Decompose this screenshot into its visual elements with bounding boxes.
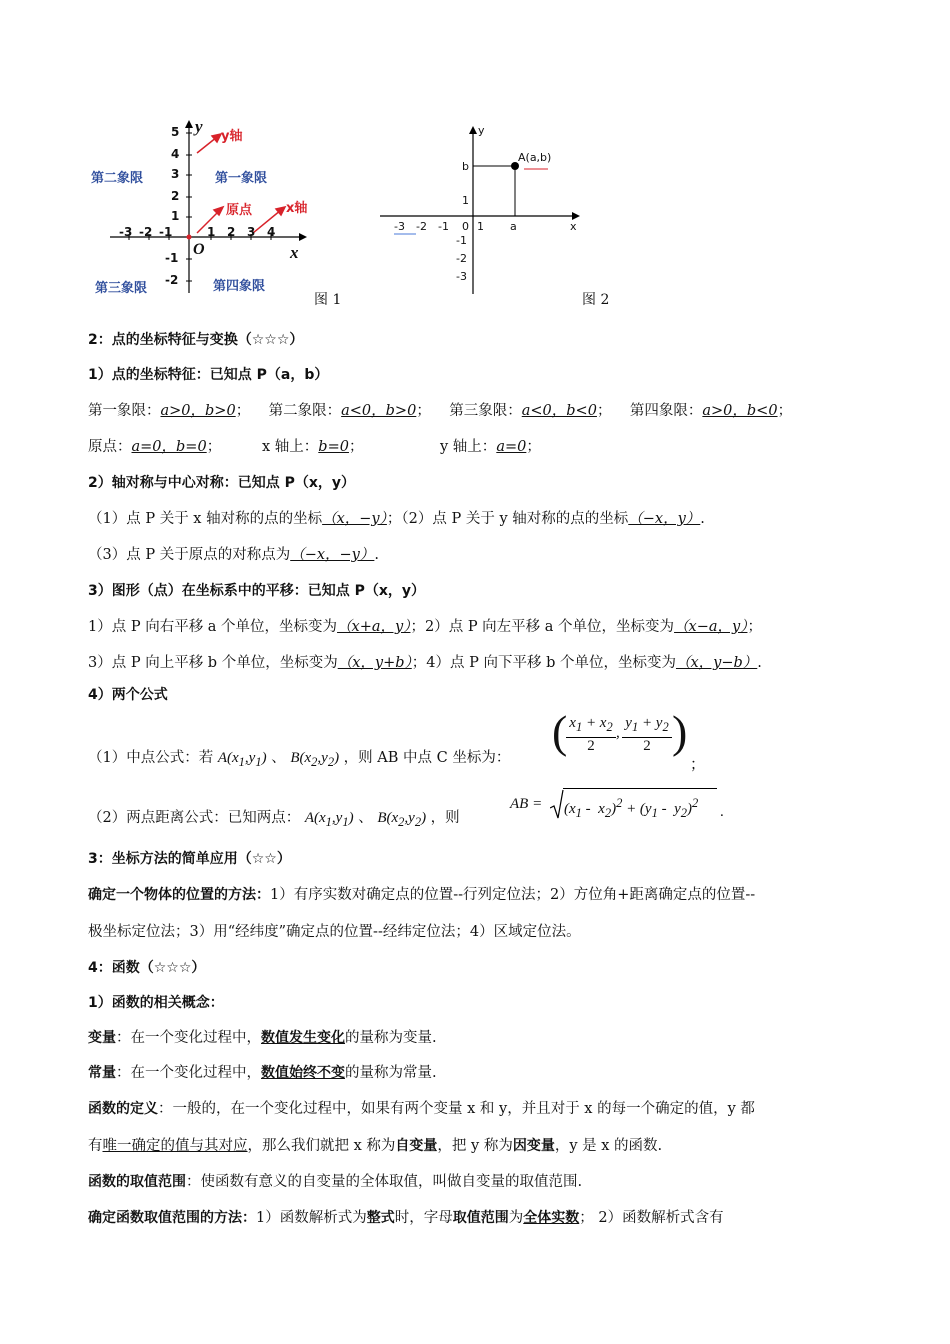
y-tick: -2 xyxy=(165,273,179,287)
q3-label: 第三象限： xyxy=(449,403,522,419)
figure-1 xyxy=(85,115,335,305)
section-2-4-title: 4）两个公式 xyxy=(88,687,168,703)
section-2-1-title: 1）点的坐标特征：已知点 P（a，b） xyxy=(88,367,329,383)
x-tick: -1 xyxy=(159,225,173,239)
section-3-para-1 xyxy=(88,885,755,905)
constant-text: ：在一个变化过程中， xyxy=(116,1065,261,1081)
quadrant-3-label: 第三象限 xyxy=(95,281,148,296)
translation-up-value: （x，y+b） xyxy=(337,655,412,671)
constant-key: 数值始终不变 xyxy=(261,1065,345,1081)
origin-arrow-label: 原点 xyxy=(226,203,253,218)
section-3-lead: 确定一个物体的位置的方法： xyxy=(88,887,270,903)
midpoint-text: （1）中点公式：若 xyxy=(88,750,214,766)
function-definition-1 xyxy=(88,1099,755,1119)
x-letter: x xyxy=(290,243,299,262)
y-axis-arrow-label: y轴 xyxy=(221,129,243,144)
symmetry-row-2: （3）点 P 关于原点的对称点为（−x，−y）. xyxy=(88,547,379,563)
constant-lead: 常量 xyxy=(88,1065,116,1081)
y-axis-label: y xyxy=(478,124,485,137)
q4-label: 第四象限： xyxy=(629,403,703,419)
one-x-tick-label: 1 xyxy=(477,220,484,233)
origin-label: 原点： xyxy=(88,439,132,455)
b-tick-label: b xyxy=(462,160,469,173)
function-def-lead: 函数的定义 xyxy=(88,1101,158,1117)
variable-lead: 变量 xyxy=(88,1030,116,1046)
variable-text: ：在一个变化过程中， xyxy=(116,1030,261,1046)
q2-value: a<0，b>0 xyxy=(341,403,417,419)
translation-up-text: 3）点 P 向上平移 b 个单位，坐标变为 xyxy=(88,655,338,671)
a-tick-label: a xyxy=(510,220,517,233)
domain-method xyxy=(88,1208,724,1228)
method-b: 时，字母 xyxy=(394,1210,453,1226)
dependent-variable: 因变量 xyxy=(512,1138,555,1154)
translation-down-value: （x，y−b） xyxy=(675,655,758,671)
independent-variable: 自变量 xyxy=(395,1138,438,1154)
q1-label: 第一象限： xyxy=(88,403,161,419)
constant-definition xyxy=(88,1063,437,1083)
translation-right-value: （x+a，y） xyxy=(337,619,411,635)
figure-2 xyxy=(380,122,590,302)
section-4-1-title: 1）函数的相关概念： xyxy=(88,995,224,1011)
method-d: ； 2）函数解析式含有 xyxy=(579,1210,724,1226)
x-neg-tick: -2 xyxy=(416,220,427,233)
zero-label: 0 xyxy=(462,220,469,233)
x-neg-tick: -3 xyxy=(394,220,405,233)
y-tick: 2 xyxy=(171,189,180,203)
method-c: 为 xyxy=(508,1210,524,1226)
figure-2-caption: 图 2 xyxy=(582,292,610,308)
midpoint-text-2: ，则 AB 中点 C 坐标为： xyxy=(343,750,511,766)
def2-b: ，那么我们就把 x 称为 xyxy=(247,1138,396,1154)
axes-signs-row: 原点：a=0，b=0； x 轴上：b=0； y 轴上：a=0； xyxy=(88,439,541,455)
section-2-title: 2：点的坐标特征与变换（☆☆☆） xyxy=(88,332,304,348)
x-axis-on-value: b=0 xyxy=(318,439,349,455)
translation-down-text: ；4）点 P 向下平移 b 个单位，坐标变为 xyxy=(411,655,676,671)
section-2-2-title: 2）轴对称与中心对称：已知点 P（x，y） xyxy=(88,475,356,491)
y-neg-tick: -3 xyxy=(456,270,467,283)
function-definition-2 xyxy=(88,1136,662,1156)
figure-2-axes xyxy=(380,122,590,302)
x-neg-tick: -1 xyxy=(438,220,449,233)
point-a-formula: $A(x_1,y_1)$ xyxy=(217,750,267,769)
quadrant-signs-row: 第一象限：a>0，b>0； 第二象限：a<0，b>0； 第三象限：a<0，b<0； 第四象限：a>0，b<0； xyxy=(88,403,793,419)
section-3-title: 3：坐标方法的简单应用（☆☆） xyxy=(88,851,291,867)
distance-result: AB = $(x_1 - x_2)^2 + (y_1 - y_2)^2$ . xyxy=(510,796,542,813)
x-tick: 2 xyxy=(227,225,236,239)
x-tick: -2 xyxy=(139,225,153,239)
y-axis-on-label: y 轴上： xyxy=(440,439,497,455)
y-tick: 3 xyxy=(171,167,180,181)
x-tick: 3 xyxy=(247,225,256,239)
symmetry-y-value: （−x，y） xyxy=(628,511,701,527)
section-4-title: 4：函数（☆☆☆） xyxy=(88,960,206,976)
quadrant-4-label: 第四象限 xyxy=(213,279,266,294)
symmetry-row-1: （1）点 P 关于 x 轴对称的点的坐标（x，−y）；（2）点 P 关于 y 轴对称的点的坐标（−x，y）. xyxy=(88,511,705,527)
x-axis-label: x xyxy=(570,220,577,233)
origin-value: a=0，b=0 xyxy=(131,439,207,455)
symmetry-x-value: （x，−y） xyxy=(322,511,387,527)
function-def-text: ：一般的，在一个变化过程中，如果有两个变量 x 和 y，并且对于 x 的每一个确定的值，y 都 xyxy=(158,1101,755,1117)
distance-text-2: ，则 xyxy=(430,810,460,826)
section-3-text-1: 1）有序实数对确定点的位置--行列定位法；2）方位角+距离确定点的位置-- xyxy=(270,887,756,903)
origin-letter: O xyxy=(193,241,205,258)
method-k2: 取值范围 xyxy=(452,1210,509,1226)
symmetry-origin-value: （−x，−y） xyxy=(290,547,375,563)
def2-a: 有 xyxy=(88,1138,103,1154)
method-k3: 全体实数 xyxy=(523,1210,580,1226)
method-k1: 整式 xyxy=(366,1210,395,1226)
domain-definition xyxy=(88,1172,582,1192)
q1-value: a>0，b>0 xyxy=(160,403,236,419)
q4-value: a>0，b<0 xyxy=(702,403,778,419)
translation-right-text: 1）点 P 向右平移 a 个单位，坐标变为 xyxy=(88,619,338,635)
point-a-label: A(a,b) xyxy=(518,151,552,164)
x-tick: 4 xyxy=(267,225,276,239)
quadrant-1-label: 第一象限 xyxy=(215,171,268,186)
x-tick: -3 xyxy=(119,225,133,239)
symmetry-origin-text: （3）点 P 关于原点的对称点为 xyxy=(88,547,291,563)
def2-underlined: 唯一确定的值与其对应 xyxy=(102,1138,248,1154)
q3-value: a<0，b<0 xyxy=(521,403,597,419)
y-neg-tick: -2 xyxy=(456,252,467,265)
midpoint-formula-row: （1）中点公式：若 $A(x_1,y_1)$ 、 $B(x_2,y_2)$ ，则 AB 中点 C 坐标为： xyxy=(88,750,511,769)
quadrant-2-label: 第二象限 xyxy=(91,171,144,186)
symmetry-y-text: ；（2）点 P 关于 y 轴对称的点的坐标 xyxy=(386,511,629,527)
x-tick: 1 xyxy=(207,225,216,239)
translation-left-value: （x−a，y） xyxy=(674,619,748,635)
translation-row-1: 1）点 P 向右平移 a 个单位，坐标变为（x+a，y）；2）点 P 向左平移 a 个单位，坐标变为（x−a，y）； xyxy=(88,619,762,635)
variable-key: 数值发生变化 xyxy=(261,1030,345,1046)
one-y-tick-label: 1 xyxy=(462,194,469,207)
y-tick: -1 xyxy=(165,251,179,265)
method-a: 1）函数解析式为 xyxy=(256,1210,367,1226)
dist-point-a-formula: $A(x_1,y_1)$ xyxy=(304,810,354,829)
translation-left-text: ；2）点 P 向左平移 a 个单位，坐标变为 xyxy=(410,619,675,635)
method-lead: 确定函数取值范围的方法： xyxy=(88,1210,256,1226)
def2-d: ，y 是 x 的函数. xyxy=(554,1138,663,1154)
section-2-3-title: 3）图形（点）在坐标系中的平移：已知点 P（x，y） xyxy=(88,583,426,599)
y-tick: 1 xyxy=(171,209,180,223)
y-neg-tick: -1 xyxy=(456,234,467,247)
symmetry-x-text: （1）点 P 关于 x 轴对称的点的坐标 xyxy=(88,511,323,527)
y-letter: y xyxy=(195,117,203,136)
domain-lead: 函数的取值范围 xyxy=(88,1174,186,1190)
domain-text: ：使函数有意义的自变量的全体取值，叫做自变量的取值范围. xyxy=(186,1174,583,1190)
y-tick: 4 xyxy=(171,147,180,161)
def2-c: ，把 y 称为 xyxy=(437,1138,513,1154)
x-axis-arrow-label: x轴 xyxy=(286,201,308,216)
y-axis-on-value: a=0 xyxy=(496,439,527,455)
point-b-formula: $B(x_2,y_2)$ xyxy=(290,750,340,769)
dist-point-b-formula: $B(x_2,y_2)$ xyxy=(377,810,427,829)
distance-formula-row: （2）两点距离公式：已知两点： $A(x_1,y_1)$ 、 $B(x_2,y_2)$ ，则 xyxy=(88,810,460,829)
translation-row-2: 3）点 P 向上平移 b 个单位，坐标变为（x，y+b）；4）点 P 向下平移 b 个单位，坐标变为（x，y−b）. xyxy=(88,655,762,671)
distance-text: （2）两点距离公式：已知两点： xyxy=(88,810,301,826)
y-tick: 5 xyxy=(171,125,180,139)
q2-label: 第二象限： xyxy=(268,403,342,419)
constant-end: 的量称为常量. xyxy=(345,1065,437,1081)
section-3-para-2: 极坐标定位法；3）用“经纬度”确定点的位置--经纬定位法；4）区域定位法。 xyxy=(88,924,581,940)
variable-definition xyxy=(88,1028,437,1048)
variable-end: 的量称为变量. xyxy=(345,1030,437,1046)
x-axis-on-label: x 轴上： xyxy=(262,439,319,455)
figure-1-caption: 图 1 xyxy=(314,292,342,308)
